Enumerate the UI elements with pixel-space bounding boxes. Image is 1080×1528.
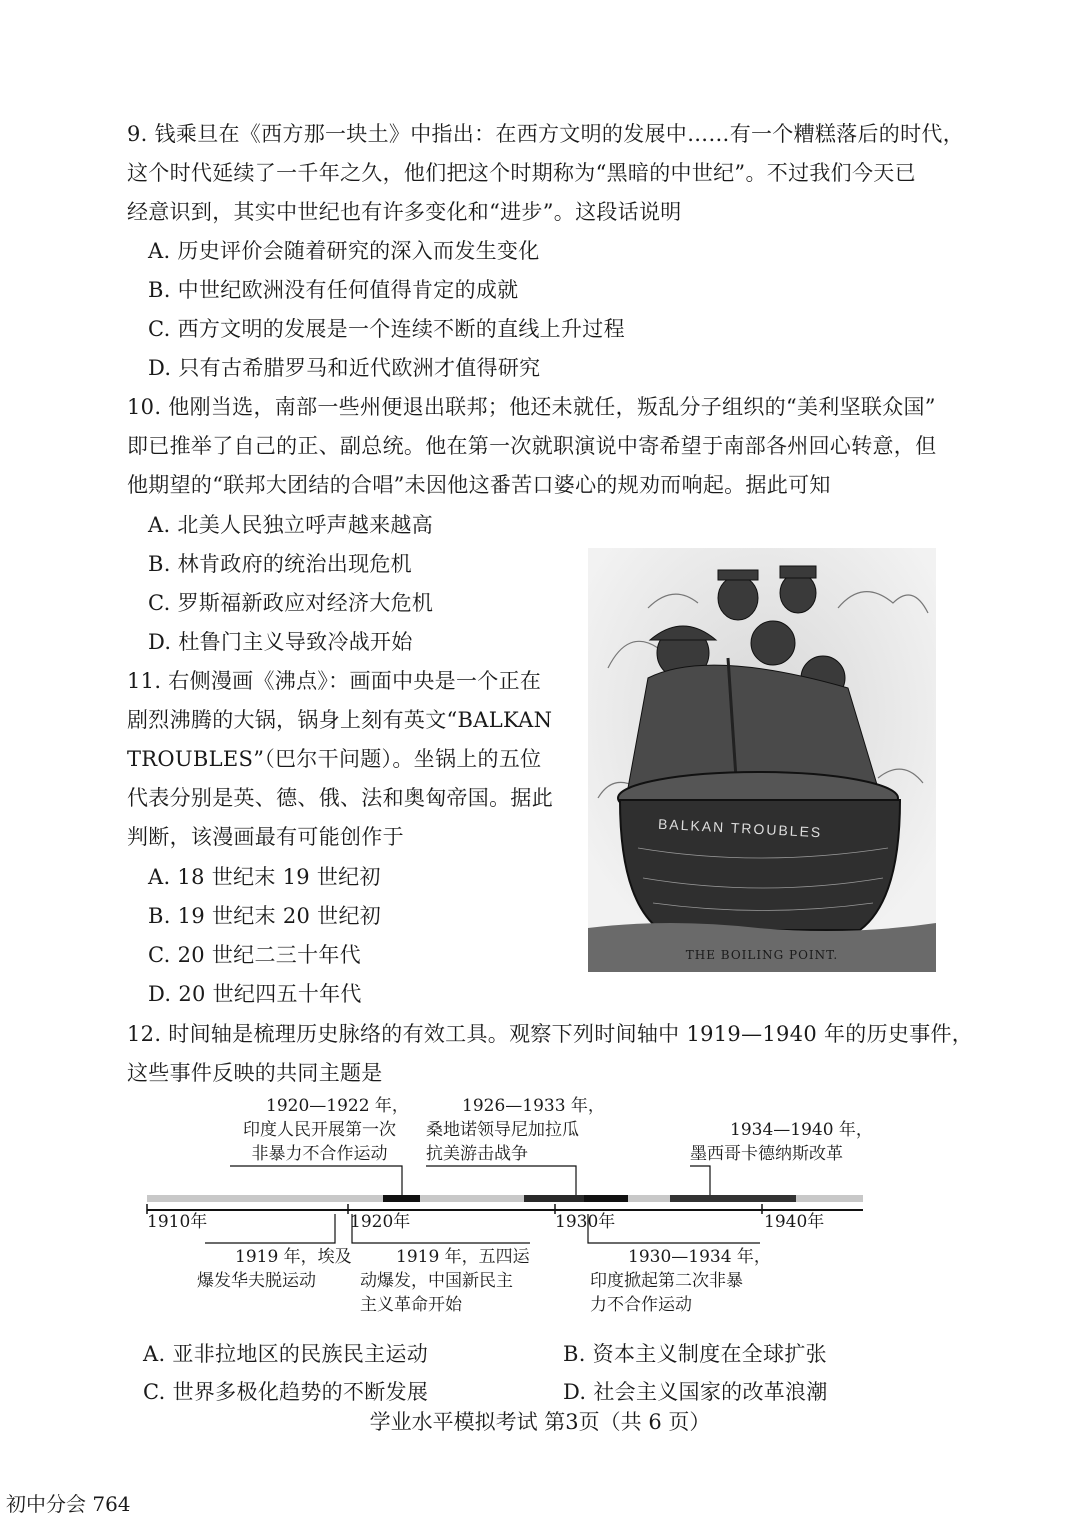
q12-stem-line-2: 这些事件反映的共同主题是	[127, 1061, 383, 1085]
tick-label-1920: 1920年	[350, 1212, 411, 1232]
event-1919-egypt	[197, 1245, 352, 1293]
q10-option-d: D. 杜鲁门主义导致冷战开始	[148, 630, 413, 654]
event-1926-1933-line-1: 1926—1933 年，	[462, 1096, 605, 1116]
tick-label-1930: 1930年	[555, 1212, 616, 1232]
boiling-pot	[618, 772, 900, 930]
pot-inscription: BALKAN TROUBLES	[657, 815, 823, 841]
q11-stem-line-3: TROUBLES”（巴尔干问题）。坐锅上的五位	[127, 747, 542, 771]
event-1920-1922-line-1: 1920—1922 年，	[266, 1096, 409, 1116]
q11-option-a: A. 18 世纪末 19 世纪初	[148, 865, 381, 889]
q12-option-b: B. 资本主义制度在全球扩张	[563, 1342, 827, 1366]
q11-stem-line-5: 判断，该漫画最有可能创作于	[127, 825, 404, 849]
q11-option-b: B. 19 世纪末 20 世纪初	[148, 904, 382, 928]
tick-label-1910: 1910年	[147, 1212, 208, 1232]
q12-option-c: C. 世界多极化趋势的不断发展	[143, 1380, 429, 1404]
q9-option-c: C. 西方文明的发展是一个连续不断的直线上升过程	[148, 317, 625, 341]
connectors-above	[230, 1166, 710, 1195]
event-1930-1934-line-2: 印度掀起第二次非暴	[590, 1271, 743, 1291]
q10-stem-line-3: 他期望的“联邦大团结的合唱”未因他这番苦口婆心的规劝而响起。据此可知	[127, 473, 831, 497]
q11-stem-line-2: 剧烈沸腾的大锅，锅身上刻有英文“BALKAN	[127, 708, 553, 732]
q11-stem-line-1: 11. 右侧漫画《沸点》：画面中央是一个正在	[127, 669, 542, 693]
event-1919-egypt-line-1: 1919 年，埃及	[235, 1247, 352, 1267]
q12-option-d: D. 社会主义国家的改革浪潮	[563, 1380, 828, 1404]
event-1919-egypt-line-2: 爆发华夫脱运动	[197, 1271, 316, 1291]
event-1930-1934	[590, 1245, 771, 1317]
axis-band	[147, 1195, 863, 1202]
event-1919-may-fourth	[360, 1245, 530, 1317]
event-1919-may-fourth-line-1: 1919 年，五四运	[396, 1247, 530, 1267]
q9-stem-line-1: 9. 钱乘旦在《西方那一块土》中指出：在西方文明的发展中……有一个糟糕落后的时代，	[127, 122, 965, 146]
event-1934-1940	[690, 1118, 873, 1166]
event-1926-1933-line-3: 抗美游击战争	[426, 1144, 528, 1164]
event-1919-may-fourth-line-3: 主义革命开始	[360, 1295, 462, 1315]
segment-1926-1933	[524, 1195, 628, 1202]
cartoon-illustration	[588, 548, 936, 972]
q10-stem-line-1: 10. 他刚当选，南部一些州便退出联邦；他还未就任，叛乱分子组织的“美利坚联众国”	[127, 395, 936, 419]
q10-option-b: B. 林肯政府的统治出现危机	[148, 552, 412, 576]
q9-option-d: D. 只有古希腊罗马和近代欧洲才值得研究	[148, 356, 541, 380]
event-1920-1922-line-3: 非暴力不合作运动	[251, 1144, 388, 1164]
connectors-below	[205, 1214, 760, 1243]
boiling-point-cartoon	[588, 548, 936, 972]
segment-1920-1922	[383, 1195, 420, 1202]
event-1934-1940-line-2: 墨西哥卡德纳斯改革	[690, 1144, 843, 1164]
q11-option-c: C. 20 世纪二三十年代	[148, 943, 361, 967]
page-footer: 学业水平模拟考试 第3页（共 6 页）	[369, 1410, 711, 1434]
event-1934-1940-line-1: 1934—1940 年，	[730, 1120, 873, 1140]
cartoon-caption: THE BOILING POINT.	[685, 948, 839, 962]
q10-stem-line-2: 即已推举了自己的正、副总统。他在第一次就职演说中寄希望于南部各州回心转意，但	[127, 434, 937, 458]
q9-option-b: B. 中世纪欧洲没有任何值得肯定的成就	[148, 278, 519, 302]
q10-option-a: A. 北美人民独立呼声越来越高	[148, 513, 434, 537]
event-1930-1934-line-3: 力不合作运动	[590, 1295, 692, 1315]
segment-1930-1934	[584, 1195, 628, 1202]
event-1919-may-fourth-line-2: 动爆发，中国新民主	[360, 1271, 513, 1291]
tick-label-1940: 1940年	[764, 1212, 825, 1232]
q9-stem-line-3: 经意识到，其实中世纪也有许多变化和“进步”。这段话说明	[127, 200, 682, 224]
q12-stem-line-1: 12. 时间轴是梳理历史脉络的有效工具。观察下列时间轴中 1919—1940 年的历史事件，	[127, 1022, 974, 1046]
q11-stem-line-4: 代表分别是英、德、俄、法和奥匈帝国。据此	[127, 786, 553, 810]
q9-stem-line-2: 这个时代延续了一千年之久，他们把这个时期称为“黑暗的中世纪”。不过我们今天已	[127, 161, 916, 185]
watermark-corner: 初中分会 764	[6, 1492, 131, 1516]
event-1926-1933	[426, 1094, 605, 1166]
event-1930-1934-line-1: 1930—1934 年，	[628, 1247, 771, 1267]
event-1920-1922	[230, 1094, 409, 1166]
event-1926-1933-line-2: 桑地诺领导尼加拉瓜	[426, 1120, 579, 1140]
q9-option-a: A. 历史评价会随着研究的深入而发生变化	[148, 239, 540, 263]
event-1920-1922-line-2: 印度人民开展第一次	[242, 1120, 396, 1140]
segment-1934-1940	[670, 1195, 796, 1202]
q11-option-d: D. 20 世纪四五十年代	[148, 982, 362, 1006]
q10-option-c: C. 罗斯福新政应对经济大危机	[148, 591, 434, 615]
q12-option-a: A. 亚非拉地区的民族民主运动	[143, 1342, 429, 1366]
